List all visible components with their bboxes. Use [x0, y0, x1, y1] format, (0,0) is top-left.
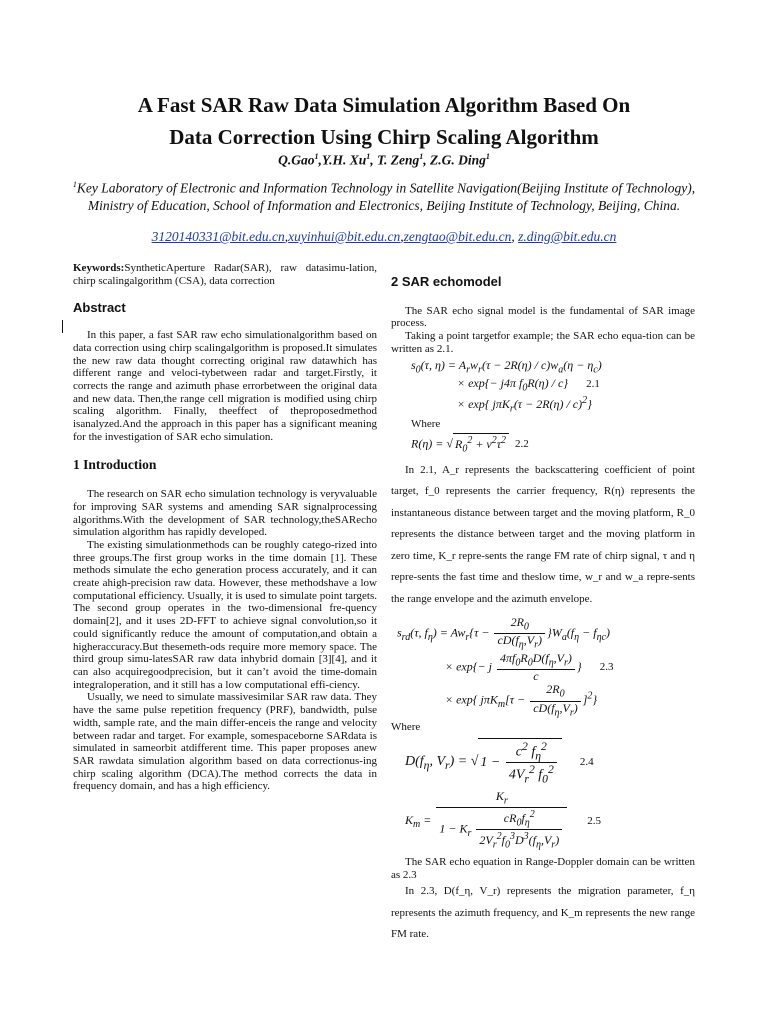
equation-2-3: $s_{rd}(\tau$, $f_\eta) = Aw_r\{\tau$ − $\frac{2R_0}{cD(f_\eta,V_r)}$ }$W_a(f_\eta - f_{\eta c})$ × exp{− j $\frac{4\pi f_0R_0D(f_\eta,V_r)}{c}$ } 2.3 × exp{ jπK$_m$[τ − $\frac{2R_0}{cD(f_\eta,V_r)}$ ]$^2$} [397, 615, 614, 719]
equation-number: 2.5 [587, 814, 601, 827]
author-list [40, 152, 728, 169]
equation-2-4: $D(f_\eta$, $V_r$) = √ 1 − $\frac{c^2 f_\eta^2}{4V_r^2 f_0^2}$ 2.4 [405, 739, 594, 786]
equation-2-1: $s_0(\tau$, $\eta) = A_rw_r(\tau - 2R(\eta) / c)w_a(\eta - \eta_c)$ × exp{− j4π $f_0R(\eta) / c$} 2.1 × exp{ $j\pi K_r(\tau - 2R(\eta) / c)^2$} [411, 357, 602, 415]
author: T. Zeng [376, 152, 420, 168]
email-link[interactable]: z.ding@bit.edu.cn [518, 229, 617, 244]
section-2-paragraph: In 2.3, D(f_η, V_r) represents the migration parameter, f_η represents the azimuth frequency, and K_m represents the new range FM rate. [391, 885, 695, 941]
section-2-paragraph: Taking a point targetfor example; the SAR echo equa-tion can be written as 2.1. [391, 330, 695, 355]
email-link[interactable]: zengtao@bit.edu.cn [403, 229, 512, 244]
affiliation-mark: 1 [72, 180, 77, 189]
text-cursor [62, 320, 63, 333]
author-affil-mark: 1 [419, 152, 424, 161]
right-column [391, 276, 695, 946]
intro-paragraph: The research on SAR echo simulation technology is veryvaluable for improving SAR systems and amending SAR signalprocessing algorithms.With the development of SAR technology,theSARecho simulation algorithm has rapidly developed. [73, 488, 377, 539]
section-2-paragraph: In 2.1, A_r represents the backscattering coefficient of point target, f_0 represents the carrier frequency, R(η) represents the instantaneous distance between target and the moving platform, R_0 represents the distance between target and the moving platform in zero time, K_r repre-sents the range FM rate of chirp signal, τ and η repre-sents the fast time and theslow time, w_r and w_a repre-sents the range envelope and the azimuth envelope. [391, 463, 695, 605]
affiliation [70, 176, 698, 215]
paper-title-line-2: Data Correction Using Chirp Scaling Algorithm [169, 125, 599, 149]
intro-paragraph: Usually, we need to simulate massivesimilar SAR raw data. They have the same pulse repetition frequency (PRF), bandwidth, pulse width, sample rate, and the main differ-enceis the range and velocity between radar and target. For example, somespaceborne SARdata is simulated in sameorbit atdifferent time. This paper proposes anew SAR rawdata simulation algorithm based on data correctionus-ing chirp scaling algorithm (DCA).The method corrects the data in frequency domain, and has a high efficiency. [73, 691, 377, 793]
author: Y.H. Xu [321, 152, 367, 168]
introduction-heading: 1 Introduction [73, 457, 157, 473]
paper-title-line-1: A Fast SAR Raw Data Simulation Algorithm Based On [137, 93, 631, 117]
left-column [73, 262, 377, 793]
abstract-text: In this paper, a fast SAR raw echo simulationalgorithm based on data correction using chirp scalingalgorithm is proposed.It simulates the new raw data thought correcting original raw datawhich has different range and veloci-tybetween radar and target.Firstly, it corrects the range and azimuth phase errorbetween the original data and new data. Then,the range cell migration is modified using chirp scaling algorithm. Finally, theeffect of theproposedmethod isanalyzed.And the approach in this paper has a significant meaning for the investigation of SAR echo simulation. [73, 329, 377, 443]
email-list: 3120140331@bit.edu.cn,xuyinhui@bit.edu.cn,zengtao@bit.edu.cn, z.ding@bit.edu.cn [151, 229, 617, 244]
keywords [73, 262, 377, 287]
section-2-heading: 2 SAR echomodel [391, 274, 502, 289]
author-separator: , [318, 152, 322, 168]
author-separator: , [423, 152, 430, 168]
equation-2-5: $K_m$ = $K_r$ $1 - K_r$ $\frac{cR_0f_\eta^2}{2V_r^2f_0^3D^3(f_\eta,V_r)}$ 2.5 [405, 788, 601, 851]
keywords-label: Keywords: [73, 262, 125, 274]
affiliation-text: Key Laboratory of Electronic and Information Technology in Satellite Navigation(Beijing Institute of Technology), Ministry of Education, School of Information and Electronics, Beijing Institute of Technology, Beijing, China. [76, 180, 696, 213]
email-link[interactable]: 3120140331@bit.edu.cn [151, 229, 285, 244]
where-label: Where [411, 417, 441, 430]
author-affil-mark: 1 [485, 152, 490, 161]
author-affil-mark: 1 [314, 152, 319, 161]
equation-2-2: R(η) = √ $R_0^2 + v^2\tau^2$ 2.2 [411, 434, 529, 454]
keywords-text: SyntheticAperture Radar(SAR), raw datasimu-lation, chirp scalingalgorithm (CSA), data correction [73, 262, 377, 287]
author: Z.G. Ding [430, 152, 486, 168]
equation-number: 2.4 [579, 755, 594, 768]
equation-number: 2.2 [515, 437, 529, 450]
equation-number: 2.1 [586, 377, 600, 390]
section-2-paragraph: The SAR echo equation in Range-Doppler domain can be written as 2.3 [391, 855, 695, 881]
intro-paragraph: The existing simulationmethods can be roughly catego-rized into three groups.The first group works in the time domain [1]. These methods simulate the echo generation process accurately, and it can create ahigh-precision raw data. However, these methodshave a low computational efficiency. Usually, it is used to simulate point targets. The second group operates in the two-dimensional fre-quency domain[2], and it uses 2D-FFT to achieve signal convolution,so it could significantly reduce the amount of computation,and obtain a higheraccuracy.But thesemeth-ods require more memory space. The third group simu-latesSAR raw data inhybrid domain [3][4], and it can also acquiregoodprecision, but it can’t avoid the time-domain integraloperation, and it still has a low computational effi-ciency. [73, 538, 377, 691]
author-separator: , [370, 152, 377, 168]
equation-number: 2.3 [599, 661, 614, 674]
abstract-heading: Abstract [73, 300, 126, 316]
section-2-paragraph: The SAR echo signal model is the fundamental of SAR image process. [391, 304, 695, 330]
author: Q.Gao [278, 152, 315, 168]
email-link[interactable]: xuyinhui@bit.edu.cn [288, 229, 401, 244]
author-affil-mark: 1 [366, 152, 371, 161]
where-label: Where [391, 721, 421, 734]
